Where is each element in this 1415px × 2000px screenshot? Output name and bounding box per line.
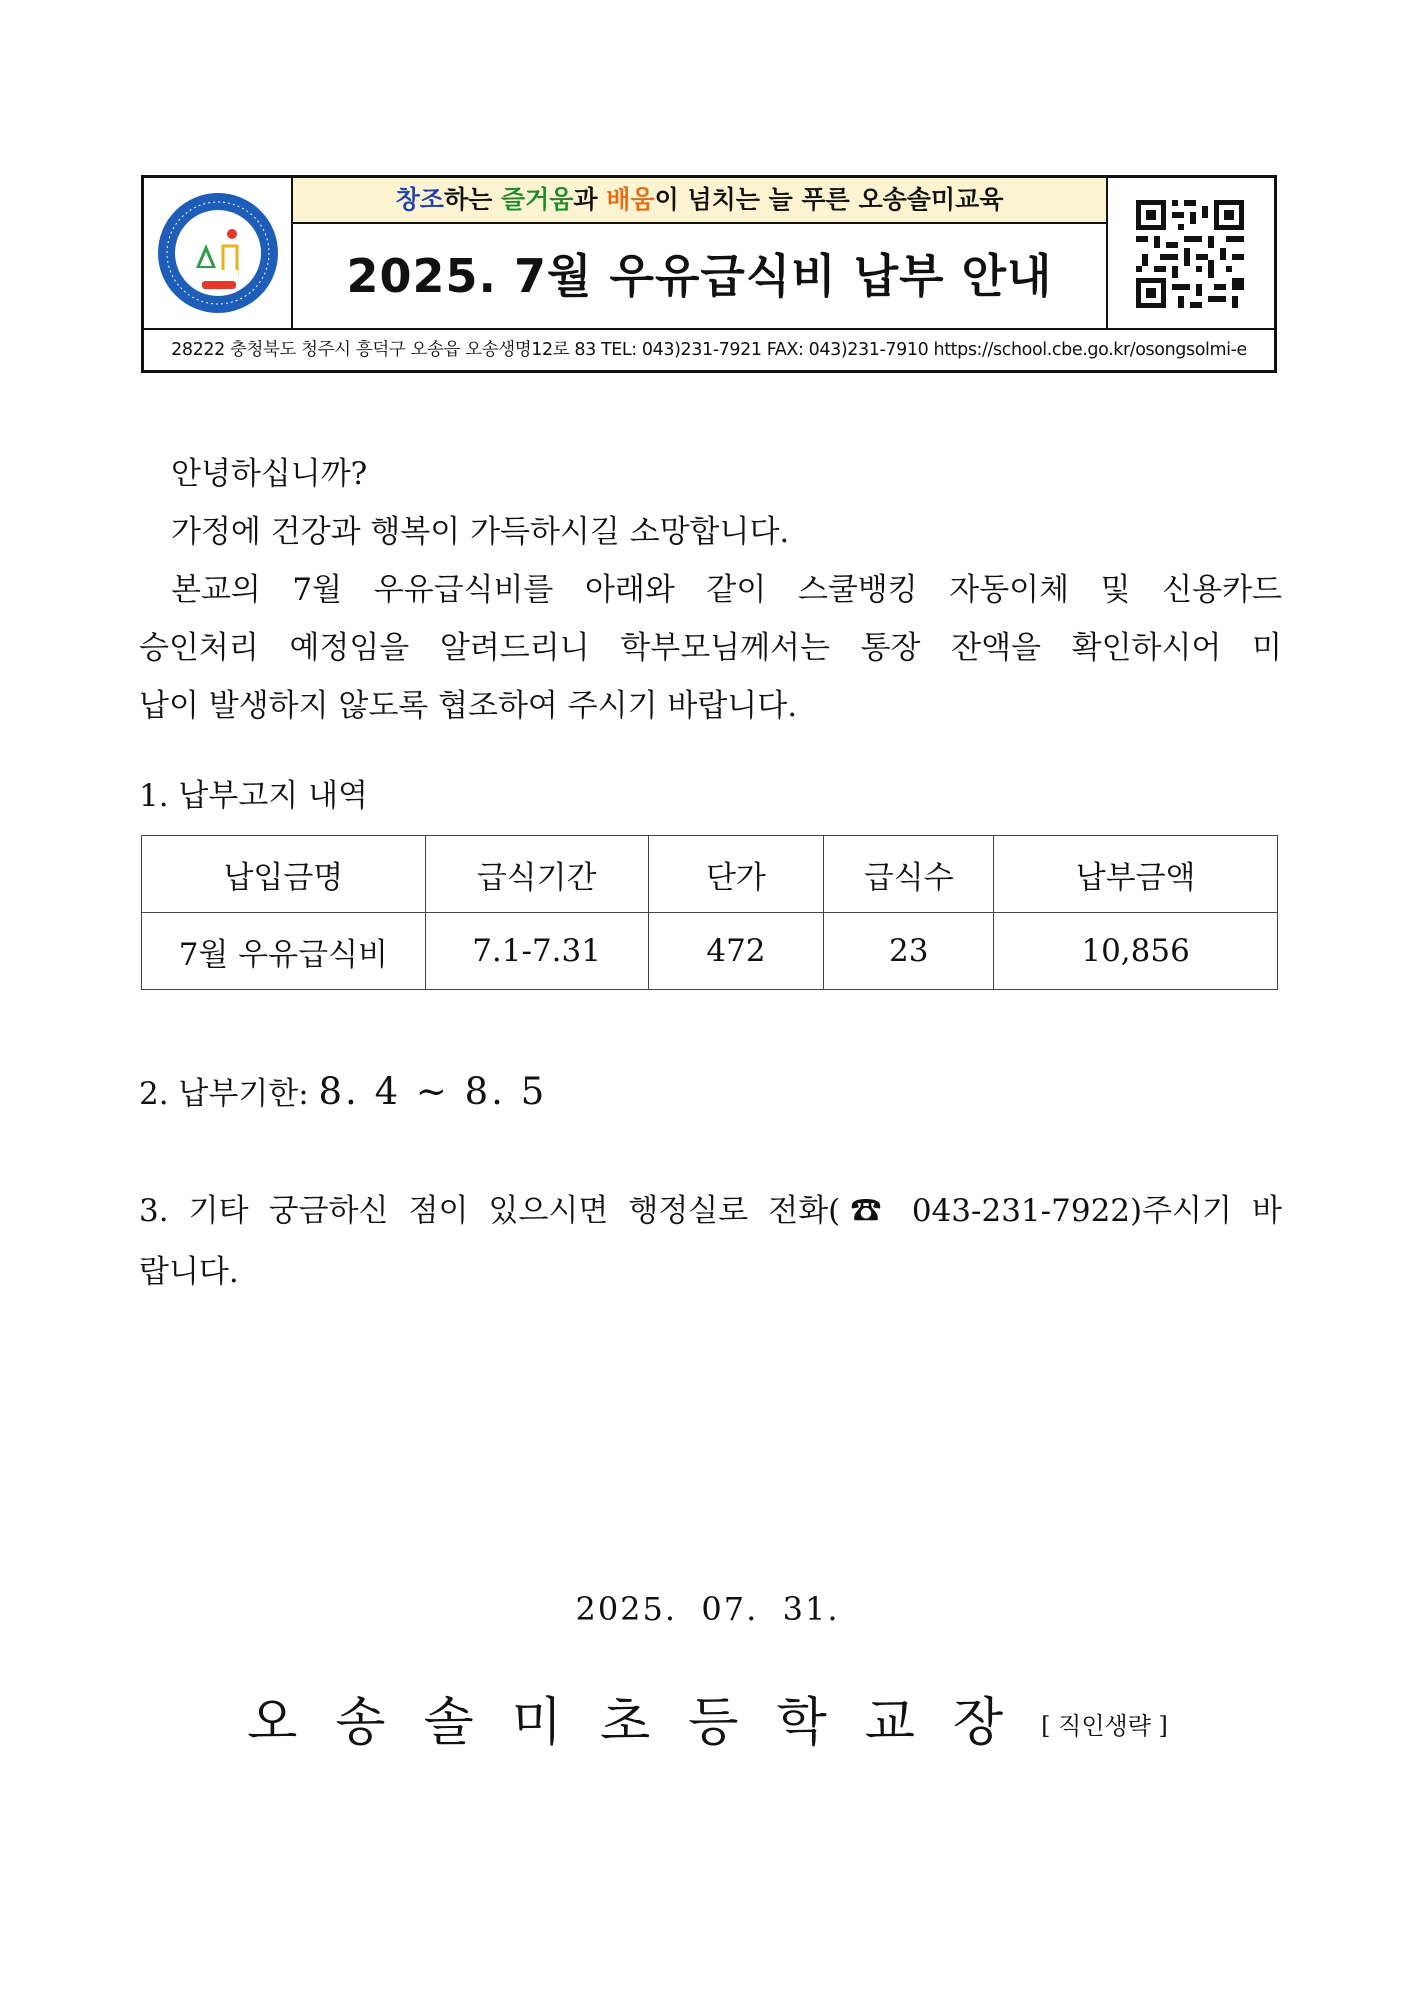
table-cell-item: 7월 우유급식비 <box>142 913 426 990</box>
table-header-row <box>142 836 1278 913</box>
billing-table <box>141 835 1278 990</box>
table-header-cell: 단가 <box>648 836 824 913</box>
slogan-part: 배움 <box>606 185 655 214</box>
table-header-cell: 납부금액 <box>994 836 1278 913</box>
table-cell-unit-price: 472 <box>648 913 824 990</box>
section3-contact <box>139 1185 1282 1291</box>
table-cell-amount: 10,856 <box>994 913 1278 990</box>
qr-code-icon[interactable] <box>1108 178 1276 328</box>
intro-line-text: 승인처리 예정임을 알려드리니 학부모님께서는 통장 잔액을 확인하시어 미 <box>139 630 1282 666</box>
table-row <box>142 913 1278 990</box>
signer-name: 오송솔미초등학교장 <box>247 1693 1042 1753</box>
slogan-part: 창조 <box>395 185 444 214</box>
slogan-banner <box>293 178 1106 224</box>
slogan-part: 하는 <box>443 185 501 214</box>
letterhead <box>141 175 1277 373</box>
intro-line: 납이 발생하지 않도록 협조하여 주시기 바랍니다. <box>139 688 798 724</box>
greeting-line: 가정에 건강과 행복이 가득하시길 소망합니다. <box>171 514 790 550</box>
slogan-part: 즐거움 <box>500 185 574 214</box>
school-address: 28222 충청북도 청주시 흥덕구 오송읍 오송생명12로 83 TEL: 043)231-7921 FAX: 043)231-7910 https://school.cbe.go.kr/osongsolmi-e <box>144 328 1274 370</box>
intro-line <box>139 622 1282 667</box>
page-title: 2025. 7월 우유급식비 납부 안내 <box>346 249 1053 303</box>
seal-note: [ 직인생략 ] <box>1041 1712 1168 1740</box>
signature-line <box>0 1680 1415 1755</box>
intro-line-text: 본교의 7월 우유급식비를 아래와 같이 스쿨뱅킹 자동이체 및 신용카드 <box>171 572 1282 608</box>
slogan-part: 이 넘치는 늘 푸른 오송솔미교육 <box>654 185 1004 214</box>
table-cell-meal-count: 23 <box>824 913 994 990</box>
table-header-cell: 납입금명 <box>142 836 426 913</box>
section2-due-date <box>139 1068 1282 1113</box>
due-date-value: 8. 4 ~ 8. 5 <box>318 1070 548 1113</box>
due-date-label: 2. 납부기한: <box>139 1076 319 1112</box>
contact-line: 랍니다. <box>139 1254 239 1290</box>
greeting-line: 안녕하십니까? <box>171 456 368 492</box>
slogan-part: 과 <box>573 185 607 214</box>
table-cell-period: 7.1-7.31 <box>425 913 648 990</box>
school-logo-cell <box>144 178 293 328</box>
qr-code-cell[interactable] <box>1106 178 1274 328</box>
table-header-cell: 급식수 <box>824 836 994 913</box>
issue-date: 2025. 07. 31. <box>575 1590 840 1628</box>
table-header-cell: 급식기간 <box>425 836 648 913</box>
section1-heading: 1. 납부고지 내역 <box>139 778 368 814</box>
contact-line: 3. 기타 궁금하신 점이 있으시면 행정실로 전화(☎ 043-231-7922)주시기 바 <box>139 1193 1282 1229</box>
school-logo-icon <box>144 178 293 328</box>
intro-line <box>171 564 1282 609</box>
